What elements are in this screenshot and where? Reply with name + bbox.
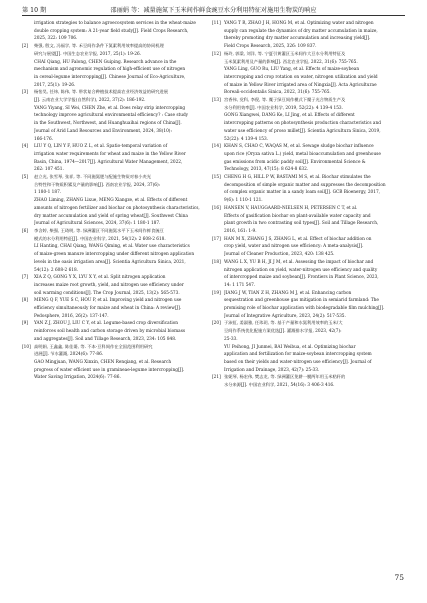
reference-line: 52(22): 4 139-4 153. (224, 136, 269, 142)
reference-line: 柴强, 殷文, 冯福学, 等. 禾豆间作条件下氮素利用效率提高的协同机理 (34, 44, 164, 50)
reference-line: Boreali-occidentalis Sinica, 2022, 31(6): 755-765. (224, 90, 331, 96)
reference-line: YANG T R, ZHAO J H, HONG M, et al. Optimizing water and nitrogen (224, 21, 374, 26)
reference-line: 2025, 322: 109 706. (34, 36, 78, 42)
reference-text (34, 20, 202, 43)
reference-line: LIU Y Q, LIN Y F, HUO Z L, et al. Spatio-temporal variation of (34, 144, 168, 150)
reference-text (224, 97, 406, 143)
reference-text (34, 89, 202, 143)
reference-line: 模式的水分利用特征[J]. 中国农业科学, 2021, 54(12): 2 608-2 618. (34, 236, 166, 242)
reference-text (34, 228, 202, 274)
reference-line: Effects of gasification biochar on plant-available water capacity and (224, 213, 371, 219)
reference-text (224, 290, 406, 321)
reference-entry (22, 89, 202, 143)
reference-column-left (22, 20, 202, 382)
reference-text (224, 236, 406, 259)
reference-line: MENG Q F, YUE S C, HOU P, et al. Improving yield and nitrogen use (34, 298, 182, 304)
reference-line: 赵立光, 张雪琴, 张祥, 等. 不同施氮肥与配施生物炭对春小麦光 (34, 175, 152, 181)
reference-entry (212, 97, 406, 143)
reference-entry (22, 297, 202, 320)
reference-text (34, 43, 202, 89)
reference-entry (212, 143, 406, 174)
reference-line: of intercropped maize and soybean[J]. Frontiers in Plant Science, 2023, (224, 275, 379, 281)
reference-line: 李含婷, 柴强, 王琦明, 等. 绿洲灌区不同施氮水平下玉米间作鲜食豌豆 (34, 228, 164, 234)
reference-line: [J]. 云南农业大学学报(自然科学), 2022, 37(2): 186-192. (34, 98, 146, 104)
reference-line: irrigation strategies to balance agroecosystem services in the wheat-maize (34, 21, 196, 26)
reference-line: application and fertilization for maize-soybean intercropping system (224, 352, 372, 358)
reference-entry (22, 43, 202, 89)
reference-line: mechanism and agronomic regulation of high-efficient use of nitrogen (34, 67, 186, 73)
reference-line: 高明娟, 王鑫鑫, 陈佳婆, 等. 不本-豆科间作在全国范围利用研究 (34, 344, 153, 350)
reference-line: Journal of Cleaner Production, 2023, 420: 138 425. (224, 252, 335, 258)
reference-line: supply can regulate the dynamics of dry matter accumulation in maize, (224, 28, 378, 34)
reference-line: 合特性和干物质积累及产量的影响[J]. 西南农业学报, 2024, 37(6): (34, 182, 161, 188)
reference-line: 2017, 25(1): 19-26. (34, 82, 76, 88)
reference-entry (22, 344, 202, 383)
reference-line: Irrigation and Drainage, 2023, 42(7): 25-33. (224, 367, 320, 373)
reference-entry (22, 143, 202, 174)
reference-text (224, 20, 406, 51)
reference-line: technology improve agricultural environmental efficiency? : Case study (34, 113, 189, 119)
reference-line: 262: 107 451. (34, 167, 64, 173)
reference-text (224, 174, 406, 205)
reference-line: of complex organic matter in a sandy loam soil[J]. GCB Bioenergy, 2017, (224, 190, 381, 196)
reference-line: KHAN S, CHAO C, WAQAS M, et al. Sewage sludge biochar influence (224, 144, 374, 150)
reference-line: in cereal-legume intercropping[J]. Chinese Journal of Eco-Agriculture, (34, 74, 186, 80)
reference-line: 1 180-1 187. (34, 190, 62, 196)
reference-entry (22, 274, 202, 297)
reference-line: promising role of biochar application with biodegradable film mulching[J]. (224, 306, 385, 312)
reference-text (34, 297, 202, 320)
page-header (0, 0, 427, 22)
reference-text (34, 344, 202, 383)
reference-line: YANG Yiyang, SI Wei, CHEN Zhe, et al. Does relay strip intercropping (34, 105, 186, 111)
reference-entry (212, 174, 406, 205)
reference-line: of maize-green manure intercropping under different nitrogen application (34, 252, 195, 258)
reference-line: Journal of Arid Land Resources and Environment, 2024, 38(10): (34, 128, 172, 134)
reference-line: in the Southwest, Northwest, and Huanghuaihai regions of China[J]. (34, 121, 182, 127)
reference-number: [15] (212, 175, 221, 181)
reference-line: HANSEN V, HAUGGAARD-NIELSEN H, PETERSEN C T, et al. (224, 205, 358, 211)
reference-line: 25-33. (224, 336, 238, 342)
reference-entry (22, 228, 202, 274)
reference-line: intercropping patterns on photosynthesis production characteristics and (224, 121, 381, 127)
reference-entry (212, 51, 406, 97)
reference-entry (22, 320, 202, 343)
reference-line: increases maize root growth, yield, and nitrogen use efficiency under (34, 282, 184, 288)
reference-text (224, 51, 406, 97)
reference-entry (22, 20, 202, 43)
reference-number: [16] (212, 205, 221, 211)
reference-line: GAO Mingjuan, WANG Xinxin, CHEN Renqiang, et al. Research (34, 359, 172, 365)
reference-entry (212, 205, 406, 236)
reference-number: [11] (212, 21, 221, 26)
reference-entry (212, 259, 406, 290)
reference-number: [13] (212, 98, 221, 104)
reference-text (224, 205, 406, 236)
reference-line: Journal of Agricultural Sciences, 2024, 37(6): 1 180-1 187. (34, 221, 161, 227)
reference-line: HAN M X, ZHANG J S, ZHANG L, et al. Effect of biochar addition on (224, 236, 372, 242)
reference-text (34, 174, 202, 228)
reference-entry (212, 290, 406, 321)
reference-line: JIANG J W, TIAN Z H, ZHANG M J, et al. Enhancing carbon (224, 290, 352, 296)
reference-text (224, 143, 406, 174)
reference-entry (212, 20, 406, 51)
reference-line: 宫香伟, 党科, 李倪, 等. 糜子绿豆间作模式下糜子光合物质生产及 (224, 98, 346, 104)
reference-text (224, 374, 406, 389)
issue-label: 第 10 期 (22, 7, 47, 14)
reference-number (22, 20, 34, 43)
reference-line: 于沛虹, 姜淑雅, 任玮玥, 等. 基于产量和水氮利用效率的玉米/大 (224, 321, 343, 327)
reference-text (34, 143, 202, 174)
reference-number: [18] (212, 259, 221, 265)
reference-line: XIA Z Q, GONG Y X, LYU X Y, et al. Split nitrogen application (34, 275, 166, 281)
reference-line: 研究与展望[J]. 中国生态农业学报, 2017, 25(1): 19-26. (34, 51, 142, 57)
reference-number: [7] (22, 275, 29, 281)
reference-line: decomposition of simple organic matter and suppresses the decomposition (224, 182, 386, 188)
reference-number: [19] (212, 290, 221, 296)
reference-line: and aggregates[J]. Soil and Tillage Research, 2023, 234: 105 848. (34, 336, 177, 342)
reference-entry (212, 320, 406, 374)
reference-text (34, 274, 202, 297)
reference-line: intercropping and crop rotation on water, nitrogen utilization and yield (224, 74, 378, 80)
reference-line: nitrogen application on yield, water-nitrogen use efficiency and quality (224, 267, 378, 273)
reference-line: crop yield, water and nitrogen use efficiency: A meta-analysis[J]. (224, 244, 364, 250)
reference-column-right (212, 20, 406, 390)
reference-line: 进展[J]. 节水灌溉, 2024(6): 77-86. (34, 352, 104, 358)
reference-number: [20] (212, 321, 221, 327)
reference-number: [4] (22, 144, 29, 150)
reference-line: CHAI Qiang, HU Falong, CHEN Guiping. Research advance in the (34, 59, 177, 65)
reference-line: irrigation water requirements for wheat and maize in the Yellow River (34, 151, 186, 157)
reference-line: Basin, China, 1974—2017[J]. Agricultural Water Management, 2022, (34, 159, 183, 165)
reference-line: of maize in Yellow River irrigated area of Ningxia[J]. Acta Agriculturae (224, 82, 377, 88)
reference-line: soil warming conditions[J]. The Crop Journal, 2025, 13(2): 565-573. (34, 290, 180, 296)
reference-number: [12] (212, 51, 221, 57)
reference-text (224, 320, 406, 374)
reference-line: plant growth in two contrasting soil types[J]. Soil and Tillage Research, (224, 221, 379, 227)
reference-line: Field Crops Research, 2025, 326: 109 837. (224, 44, 317, 50)
reference-line: 2016, 161: 1-9. (224, 228, 257, 234)
reference-number: [3] (22, 90, 29, 96)
reference-text (34, 320, 202, 343)
reference-number: [6] (22, 228, 29, 234)
reference-line: gas emissions from acidic paddy soil[J]. Environmental Science & (224, 159, 366, 165)
reference-line: YANG Ling, GUO Ru, LIU Yang, et al. Effects of maize-soybean (224, 67, 360, 73)
reference-line: 14: 1 171 547. (224, 282, 256, 288)
reference-line: 豆间作系统优化配施方案优选[J]. 灌溉排水学报, 2023, 42(7): (224, 329, 342, 335)
reference-line: based on their yields and water-nitrogen use efficiency[J]. Journal of (224, 359, 372, 365)
reference-line: dry matter accumulation and yield of spring wheat[J]. Southwest China (34, 213, 188, 219)
header-rule (22, 15, 405, 16)
reference-line: GONG Xiangwei, DANG Ke, LI Jing, et al. Effects of different (224, 113, 355, 119)
reference-entry (212, 374, 406, 389)
reference-line: 水分来源[J]. 中国农业科学, 2021, 54(16): 3 406-3 416. (224, 383, 335, 389)
reference-line: amounts of nitrogen fertilizer and biochar on photosynthesis characteristics, (34, 205, 200, 211)
reference-line: double cropping system: A 21-year field study[J]. Field Crops Research, (34, 28, 189, 34)
reference-entry (22, 174, 202, 228)
reference-number: [2] (22, 44, 29, 50)
reference-line: Pedosphere, 2016, 26(2): 137-147. (34, 313, 109, 319)
reference-line: YU Peihong, JI Junmei, BAI Weibua, et al. Optimizing biochar (224, 344, 356, 350)
reference-line: sequestration and greenhouse gas mitigation in semiarid farmland: The (224, 298, 379, 304)
reference-entry (212, 236, 406, 259)
reference-line: Journal of Integrative Agriculture, 2023, 24(2): 517-535. (224, 313, 346, 319)
reference-line: Technology, 2013, 47(15): 8 624-8 632. (224, 167, 309, 173)
reference-number: [5] (22, 175, 29, 181)
reference-line: 54(12): 2 608-2 618. (34, 267, 79, 273)
reference-line: CHENG H G, HILL P W, BASTAMI M S, et al. Biochar stimulates the (224, 175, 371, 181)
reference-number: [8] (22, 298, 29, 304)
reference-line: LI Hanting, CHAI Qiang, WANG Qiming, et al. Water use characteristics (34, 244, 190, 250)
reference-line: WANG L X, YU B H, JI J M, et al. Assessing the impact of biochar and (224, 259, 374, 265)
page-number: 75 (394, 573, 404, 582)
reference-line: efficiency simultaneously for maize and wheat in China: A review[J]. (34, 306, 182, 312)
reference-line: 杨怡昊, 任炜, 陈伟, 等. 带状复合种植技术提高农业经济效益的研究进展 (34, 90, 169, 96)
reference-line: Water Saving Irrigation, 2024(6): 77-86. (34, 375, 121, 381)
running-title: 邵丽娟 等：减量施氮下玉米间作鲜食豌豆水分利用特征对施用生物炭的响应 (110, 7, 317, 14)
reference-line: 杨玲, 郭梁, 刘洋, 等. 宁夏引黄灌区玉米间作大豆水分利用特征及 (224, 51, 346, 57)
reference-line: 9(6): 1 110-1 121. (224, 198, 263, 204)
reference-line: 水分利用效率[J]. 中国农业科学, 2019, 52(22): 4 139-4 153. (224, 105, 343, 111)
reference-line: reinforces soil health and carbon storage driven by microbial biomass (34, 329, 186, 335)
reference-line: 张妮琴, 杨宏伟, 樊志龙, 等. 绿洲灌区免耕一膜两年用玉米秸秆的 (224, 375, 346, 381)
reference-number: [9] (22, 321, 29, 327)
reference-line: thereby promoting dry matter accumulation and increasing yield[J]. (224, 36, 371, 42)
reference-line: 玉米氮素利用及产量的影响[J]. 西北农业学报, 2022, 31(6): 755-765. (224, 59, 358, 65)
reference-line: ZHAO Liming, ZHANG Lixue, MENG Xiangze, et al. Effects of different (34, 198, 188, 204)
reference-line: 166-176. (34, 136, 54, 142)
reference-number: [17] (212, 236, 221, 242)
reference-number: [21] (212, 375, 221, 381)
reference-line: YAN Z J, ZHOU J, LIU C Y, et al. Legume-based crop diversification (34, 321, 178, 327)
reference-line: water use efficiency of proso millet[J]. Scientia Agricultura Sinica, 2019, (224, 128, 381, 134)
reference-text (224, 259, 406, 290)
reference-line: upon rice (Oryza sativa L.) yield, metal bioaccumulation and greenhouse (224, 151, 381, 157)
reference-line: levels in the oasis irrigation area[J]. Scientia Agricultura Sinica, 2021, (34, 259, 186, 265)
reference-line: progress of water efficient use in gramineae-legume intercropping[J]. (34, 367, 185, 373)
reference-number: [10] (22, 344, 31, 350)
reference-number: [14] (212, 144, 221, 150)
